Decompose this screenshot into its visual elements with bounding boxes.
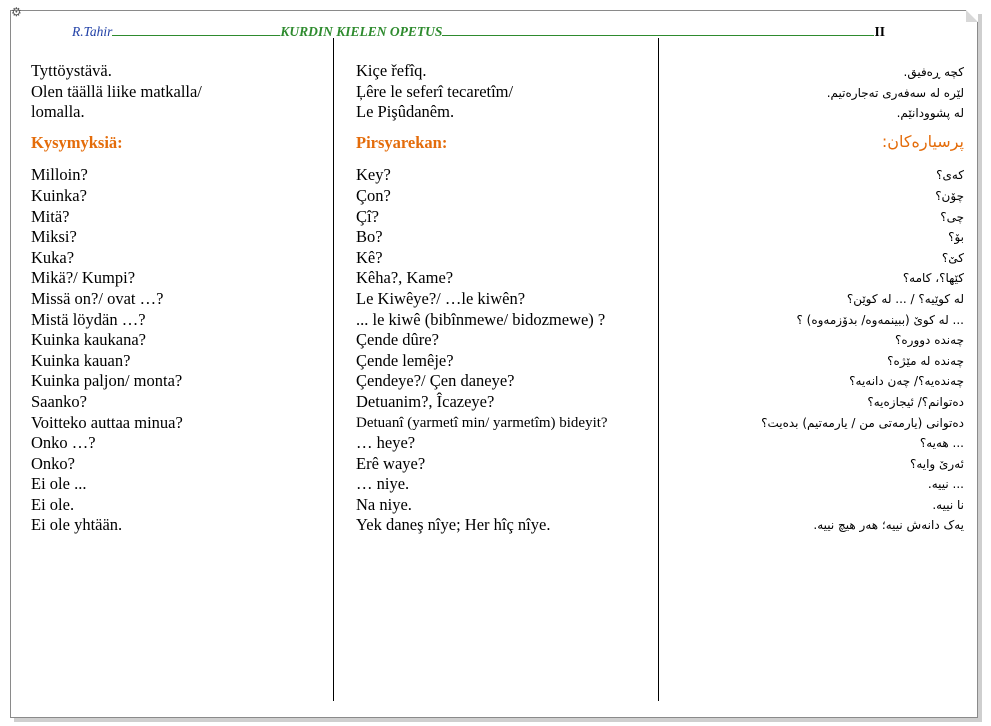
list-item: چۆن؟ (935, 188, 964, 203)
header-title: KURDIN KIELEN OPETUS (280, 24, 443, 39)
list-item: Detuanim?, Îcazeye? (356, 391, 495, 411)
list-item: Ei ole. (31, 494, 75, 514)
list-item: Milloin? (31, 165, 88, 185)
list-item: Missä on?/ ovat …? (31, 288, 164, 308)
list-item: چەندە دوورە؟ (895, 333, 964, 348)
sorani-heading: پرسیارەکان: (881, 131, 964, 151)
list-item: ... لە کوێ (ببینمەوە/ بدۆزمەوە) ؟ (796, 312, 964, 327)
list-item: Kuinka kaukana? (31, 330, 146, 350)
header-author: R.Tahir (72, 24, 113, 39)
list-item: Detuanî (yarmetî min/ yarmetîm) bideyit? (356, 414, 608, 431)
list-item: Onko? (31, 453, 75, 473)
list-item: Na niye. (356, 494, 412, 514)
list-item: چەندە لە مێژە؟ (887, 353, 964, 368)
list-item: Kêha?, Kame? (356, 268, 454, 288)
list-item: لە کوێیە؟ / ... لە کوێن؟ (846, 291, 964, 306)
list-item: Yek daneş nîye; Her hîç nîye. (356, 515, 551, 535)
column-divider-2 (658, 38, 659, 701)
list-item: ... نییە. (927, 477, 964, 492)
finnish-intro (31, 61, 326, 123)
list-item: Kuinka paljon/ monta? (31, 371, 183, 391)
document-icon: ⚙ (11, 5, 22, 19)
sorani-intro (680, 61, 964, 124)
list-item: Çendeye?/ Çen daneye? (356, 371, 515, 391)
header-rule-right (442, 24, 874, 36)
list-item: بۆ؟ (948, 230, 964, 245)
list-item: Erê waye? (356, 453, 426, 473)
intro-line: lomalla. (31, 102, 85, 122)
intro-line: Ļêre le seferî tecaretîm/ (356, 81, 514, 101)
list-item: Kuinka? (31, 185, 87, 205)
list-item: ... هەیە؟ (919, 436, 964, 451)
column-divider-1 (333, 38, 334, 701)
list-item: Le Kiwêye?/ …le kiwên? (356, 288, 526, 308)
sorani-question-list (680, 164, 964, 536)
list-item: کێها؟، کامە؟ (902, 271, 964, 286)
list-item: Ei ole yhtään. (31, 515, 123, 535)
kurdish-latin-heading: Pirsyarekan: (356, 132, 448, 152)
finnish-question-list (31, 165, 326, 536)
header-rule-left (112, 24, 280, 36)
intro-line: لێرە لە سەفەری تەجارەتیم. (826, 85, 964, 100)
intro-line: Le Pişûdanêm. (356, 102, 455, 122)
list-item: Ei ole ... (31, 474, 87, 494)
finnish-column (31, 61, 326, 536)
intro-line: Kiçe řefîq. (356, 61, 427, 80)
header-page-number: II (874, 24, 885, 39)
list-item: چەندەیە؟/ چەن دانەیە؟ (849, 374, 964, 389)
list-item: Mikä?/ Kumpi? (31, 268, 136, 288)
list-item: ... le kiwê (bibînmewe/ bidozmewe) ? (356, 309, 606, 329)
list-item: Saanko? (31, 391, 87, 411)
kurdish-latin-column (356, 61, 654, 536)
list-item: Mitä? (31, 206, 70, 226)
list-item: دەتوانی (یارمەتی من / یارمەتیم) بدەیت؟ (761, 415, 964, 430)
sorani-column (680, 61, 964, 536)
list-item: Mistä löydän …? (31, 309, 146, 329)
list-item: … heye? (356, 433, 416, 453)
finnish-heading: Kysymyksiä: (31, 132, 123, 152)
list-item: کەی؟ (936, 168, 964, 183)
kurdish-latin-intro (356, 61, 654, 123)
list-item: Bo? (356, 227, 383, 247)
list-item: دەتوانم؟/ ئیجازەیە؟ (867, 394, 964, 409)
list-item: کێ؟ (941, 250, 964, 265)
intro-line: Olen täällä liike matkalla/ (31, 81, 202, 101)
list-item: Çî? (356, 206, 379, 226)
list-item: نا نییە. (932, 497, 964, 512)
list-item: … niye. (356, 474, 410, 494)
list-item: Miksi? (31, 227, 77, 247)
list-item: Key? (356, 165, 391, 185)
kurdish-latin-question-list (356, 165, 654, 536)
intro-line: Tyttöystävä. (31, 61, 112, 80)
list-item: Kuka? (31, 247, 75, 267)
page-header (72, 24, 920, 40)
list-item: Onko …? (31, 433, 96, 453)
intro-line: کچە ڕەفیق. (903, 65, 964, 79)
list-item: Çon? (356, 185, 391, 205)
list-item: Voitteko auttaa minua? (31, 412, 183, 432)
list-item: چی؟ (940, 209, 964, 224)
list-item: ئەرێ وایە؟ (909, 456, 964, 471)
list-item: Çende lemêje? (356, 350, 454, 370)
list-item: Kuinka kauan? (31, 350, 131, 370)
list-item: Kê? (356, 247, 383, 267)
page-corner-fold (966, 10, 978, 22)
intro-line: لە پشوودانێم. (896, 106, 964, 121)
list-item: یەک دانەش نییە؛ هەر هیچ نییە. (813, 518, 964, 533)
list-item: Çende dûre? (356, 330, 439, 350)
